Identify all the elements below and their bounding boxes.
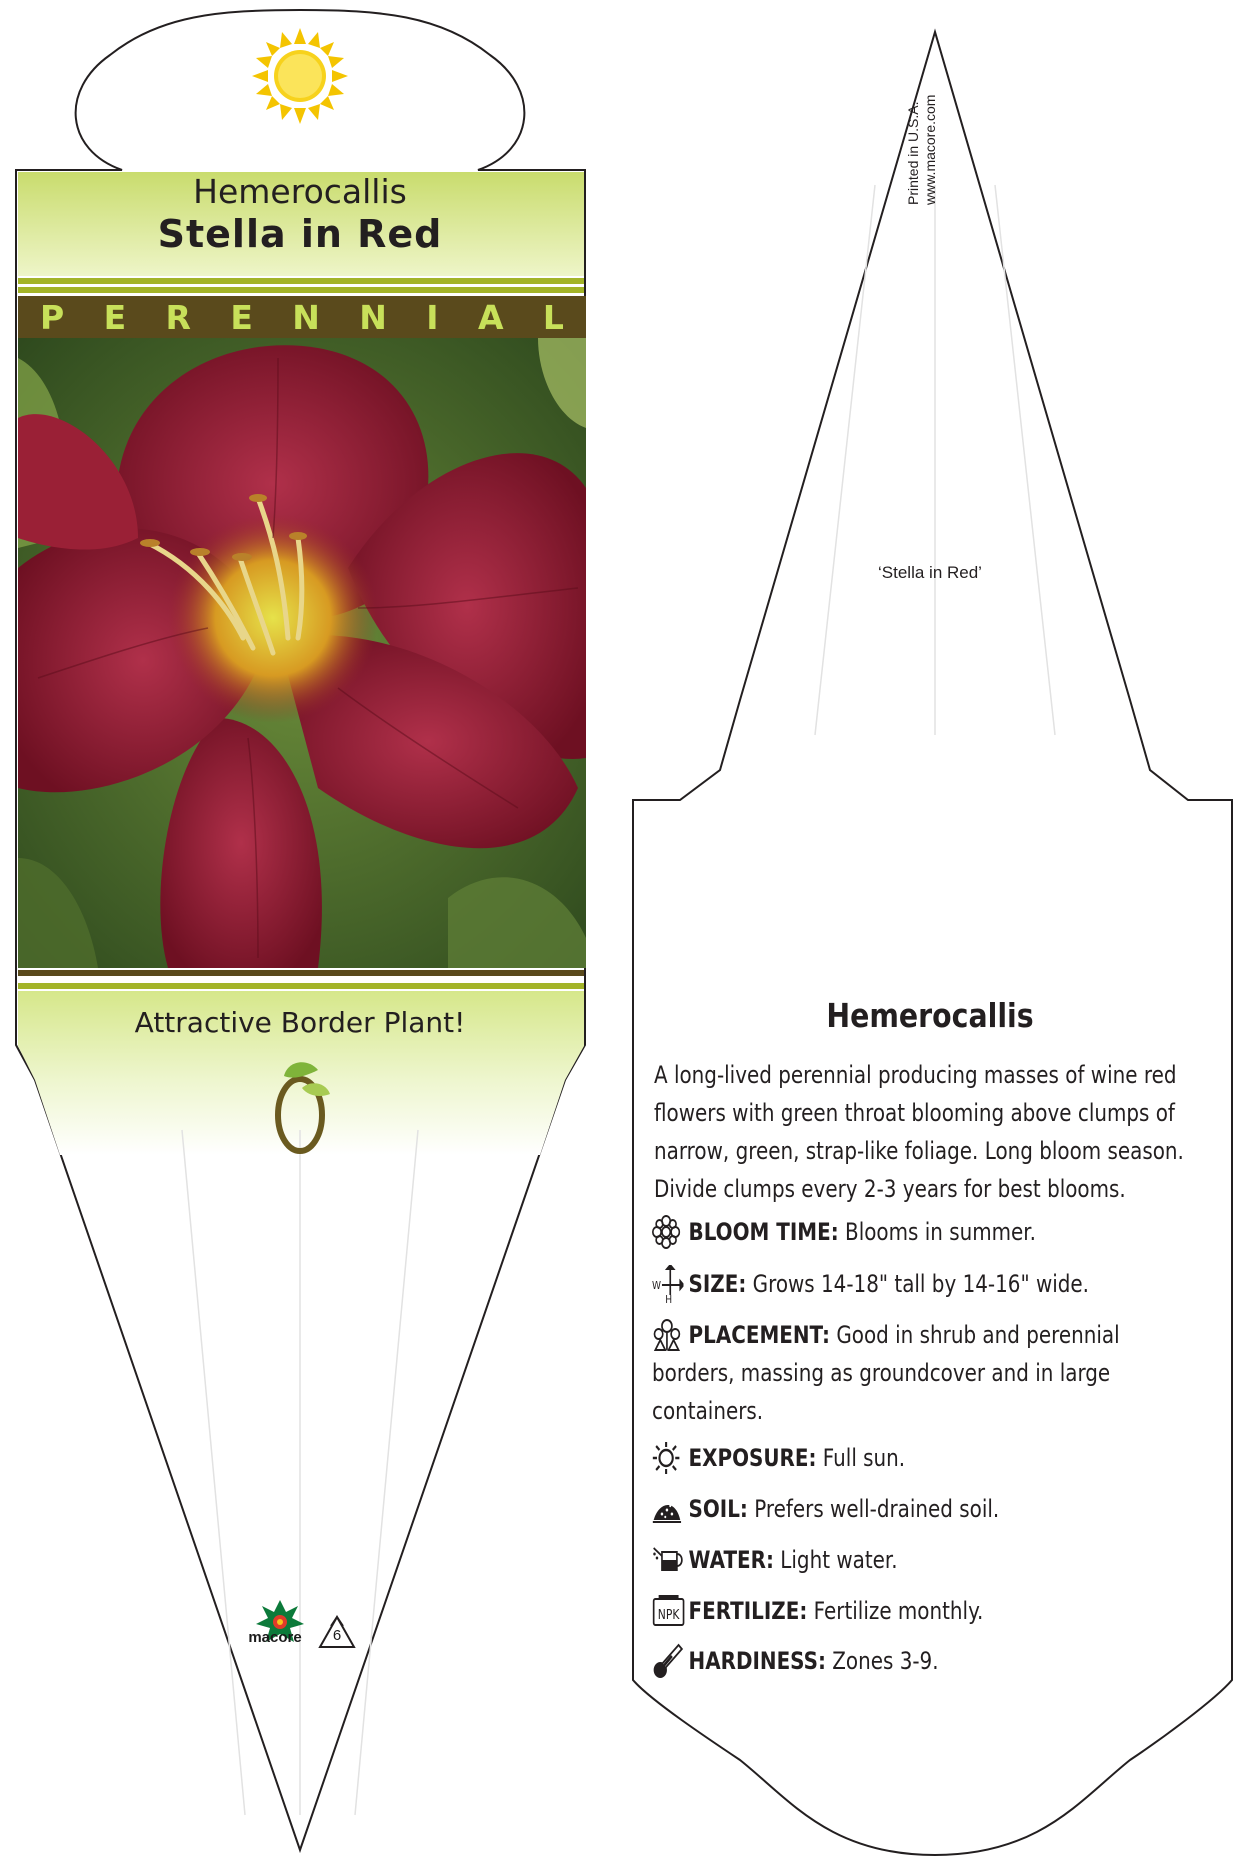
- perennial-banner: [18, 296, 586, 338]
- description: [654, 1056, 1202, 1208]
- sun-icon: [252, 28, 348, 124]
- banner-letter: E: [230, 297, 253, 337]
- placement-label: PLACEMENT:: [688, 1321, 831, 1349]
- care-bloom-time: [652, 1213, 1233, 1251]
- thermometer-icon: [652, 1642, 689, 1680]
- banner-letter: R: [165, 297, 191, 337]
- placement-line3: containers.: [652, 1397, 764, 1425]
- printed-line-1: Printed in U.S.A.: [905, 101, 921, 205]
- front-cultivar-name: Stella in Red: [157, 212, 443, 256]
- printed-line-2: www.macore.com: [922, 94, 938, 205]
- front-top-stripe-2: [18, 287, 584, 293]
- care-soil: [652, 1490, 1233, 1528]
- banner-letter: I: [426, 297, 439, 337]
- exposure-label: EXPOSURE:: [688, 1444, 817, 1472]
- sun-outline-icon: [652, 1439, 689, 1477]
- size-text: Grows 14-18" tall by 14-16" wide.: [746, 1270, 1090, 1298]
- size-label: SIZE:: [688, 1270, 747, 1298]
- water-label: WATER:: [688, 1546, 774, 1574]
- care-placement: [652, 1316, 1233, 1354]
- soil-text: Prefers well-drained soil.: [747, 1495, 1000, 1523]
- banner-letter: N: [292, 297, 320, 337]
- care-hardiness: [652, 1642, 1233, 1680]
- care-fertilize: [652, 1592, 1233, 1630]
- placement-text: Good in shrub and perennial: [830, 1321, 1120, 1349]
- flower-icon: [652, 1213, 689, 1251]
- care-placement-line2: [652, 1354, 1233, 1392]
- fertilize-label: FERTILIZE:: [688, 1597, 808, 1625]
- hardiness-label: HARDINESS:: [688, 1647, 826, 1675]
- plants-icon: [652, 1316, 689, 1354]
- fertilizer-bag-icon: [652, 1592, 689, 1630]
- brand-name: macore: [248, 1629, 302, 1646]
- banner-letter: L: [542, 297, 564, 337]
- npk-text: NPK: [657, 1607, 680, 1623]
- description-line: flowers with green throat blooming above clumps of: [654, 1099, 1175, 1127]
- care-size: [652, 1265, 1233, 1303]
- water-text: Light water.: [773, 1546, 898, 1574]
- front-bottom-stripe: [18, 970, 584, 976]
- description-line: A long-lived perennial producing masses of wine red: [654, 1061, 1177, 1089]
- flower-photo: [18, 338, 586, 968]
- back-cultivar-quote: ‘Stella in Red’: [878, 563, 982, 582]
- hardiness-text: Zones 3-9.: [825, 1647, 939, 1675]
- soil-label: SOIL:: [688, 1495, 748, 1523]
- watering-can-icon: [652, 1541, 689, 1579]
- printed-in-note: [905, 95, 939, 205]
- description-line: narrow, green, strap-like foliage. Long bloom season.: [654, 1137, 1184, 1165]
- banner-letter: N: [359, 297, 387, 337]
- size-icon: [652, 1265, 689, 1303]
- front-genus-name: Hemerocallis: [193, 172, 407, 211]
- care-placement-line3: [652, 1392, 1233, 1430]
- front-bottom-stripe-2: [18, 983, 584, 989]
- care-water: [652, 1541, 1233, 1579]
- banner-letter: P: [40, 297, 65, 337]
- banner-letter: E: [103, 297, 127, 337]
- soil-icon: [652, 1490, 689, 1528]
- fertilize-text: Fertilize monthly.: [807, 1597, 984, 1625]
- banner-letter: A: [477, 297, 504, 337]
- size-icon-w: W: [652, 1280, 662, 1293]
- recycle-code: 6: [332, 1627, 342, 1644]
- care-exposure: [652, 1439, 1233, 1477]
- back-tag-outline: [633, 32, 1232, 1855]
- exposure-text: Full sun.: [816, 1444, 906, 1472]
- back-heading: Hemerocallis: [826, 996, 1034, 1035]
- bloom-label: BLOOM TIME:: [688, 1218, 839, 1246]
- size-icon-h: H: [665, 1294, 673, 1303]
- description-line: Divide clumps every 2-3 years for best blooms.: [654, 1175, 1126, 1203]
- front-tagline: Attractive Border Plant!: [134, 1006, 466, 1039]
- front-top-stripe: [18, 278, 584, 284]
- placement-line2: borders, massing as groundcover and in large: [652, 1359, 1111, 1387]
- bloom-text: Blooms in summer.: [838, 1218, 1036, 1246]
